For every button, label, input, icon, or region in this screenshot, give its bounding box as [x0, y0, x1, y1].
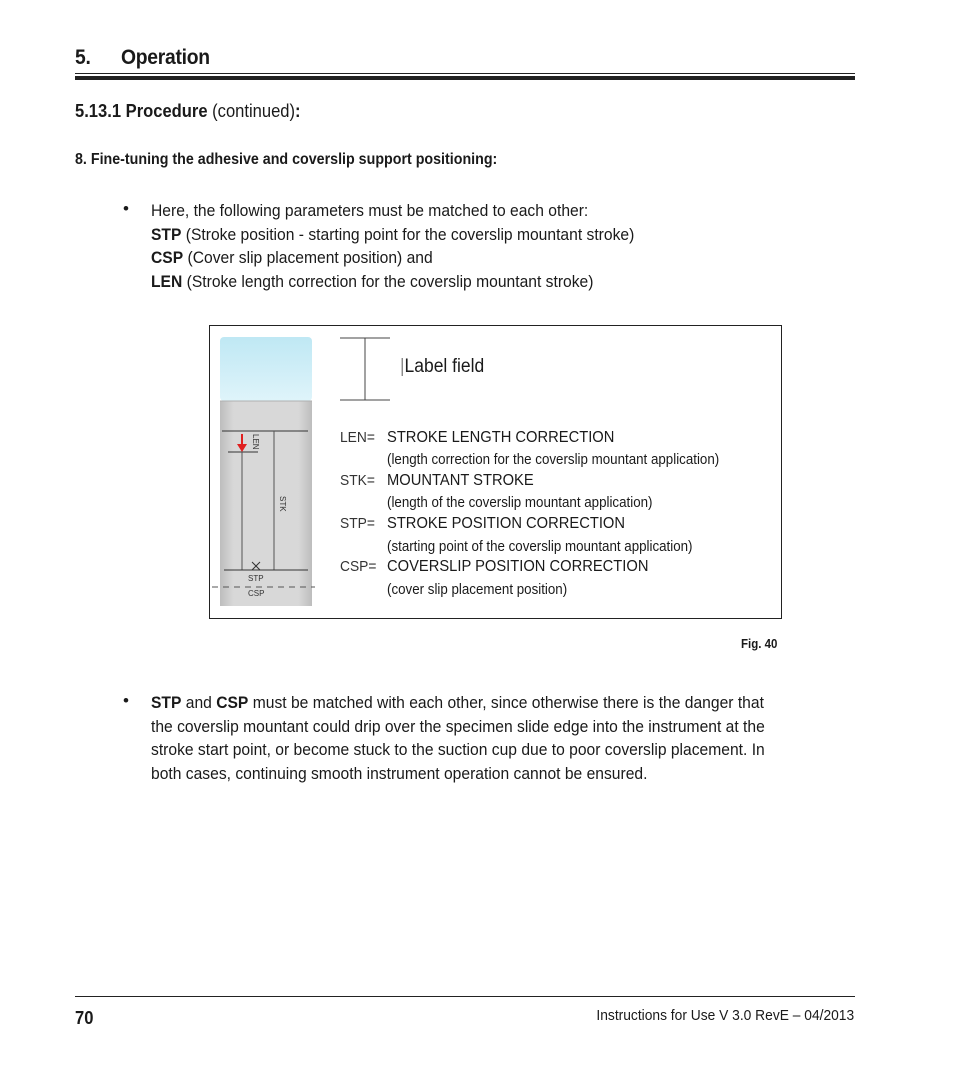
- legend-title-stp: STROKE POSITION CORRECTION: [387, 515, 625, 532]
- legend-sub-stk: (length of the coverslip mountant application): [387, 495, 653, 511]
- page-number: 70: [75, 1008, 94, 1028]
- step-heading: 8. Fine-tuning the adhesive and coverslip support positioning:: [75, 151, 498, 168]
- section-title: Operation: [121, 46, 210, 69]
- bullet-2-text: [151, 691, 857, 785]
- figure-legend: [210, 326, 781, 618]
- section-heading: [75, 46, 210, 70]
- bullet-2-line-1: STP and CSP must be matched with each other, since otherwise there is the danger that: [151, 693, 764, 712]
- header-rule-thin: [75, 73, 855, 74]
- legend-title-len: STROKE LENGTH CORRECTION: [387, 429, 615, 446]
- param-key: STP: [151, 224, 182, 244]
- slide-label-stk: STK: [278, 496, 287, 512]
- figure-caption: Fig. 40: [741, 637, 778, 651]
- subsection-continued: (continued): [207, 101, 296, 121]
- param-key: CSP: [151, 248, 184, 267]
- bullet-2-line-4: both cases, continuing smooth instrument operation cannot be ensured.: [151, 763, 648, 783]
- legend-title-csp: COVERSLIP POSITION CORRECTION: [387, 558, 649, 575]
- param-desc: (Stroke length correction for the coverslip mountant stroke): [182, 271, 594, 291]
- figure-40: [209, 325, 782, 619]
- legend-key-csp: CSP=: [340, 558, 377, 575]
- legend-sub-csp: (cover slip placement position): [387, 582, 568, 598]
- document-info: Instructions for Use V 3.0 RevE – 04/2013: [596, 1007, 854, 1024]
- bullet-1-text: [151, 199, 634, 293]
- param-key: LEN: [151, 271, 183, 291]
- bullet-dot: •: [123, 691, 129, 710]
- label-field-text: |Label field: [400, 356, 485, 377]
- slide-label-csp: CSP: [248, 589, 265, 598]
- param-stp: [151, 223, 634, 247]
- legend-key-stk: STK=: [340, 472, 375, 489]
- section-number: 5.: [75, 46, 91, 69]
- slide-label-len: LEN: [251, 434, 260, 450]
- legend-sub-stp: (starting point of the coverslip mountant application): [387, 539, 693, 555]
- header-rule-thick: [75, 76, 855, 80]
- subsection-title: 5.13.1 Procedure: [75, 101, 208, 121]
- param-csp: [151, 246, 634, 270]
- legend-key-len: LEN=: [340, 429, 375, 446]
- slide-label-stp: STP: [248, 574, 264, 583]
- legend-title-stk: MOUNTANT STROKE: [387, 472, 534, 489]
- bullet-1-intro: Here, the following parameters must be matched to each other:: [151, 201, 589, 220]
- term-csp: CSP: [216, 693, 249, 712]
- bullet-dot: •: [123, 199, 129, 218]
- param-desc: (Stroke position - starting point for the coverslip mountant stroke): [181, 224, 635, 244]
- param-desc: (Cover slip placement position) and: [183, 248, 433, 267]
- legend-key-stp: STP=: [340, 515, 375, 532]
- footer-rule: [75, 996, 855, 997]
- bullet-2-line-2: the coverslip mountant could drip over the specimen slide edge into the instrument at the: [151, 716, 765, 736]
- legend-sub-len: (length correction for the coverslip mountant application): [387, 452, 720, 468]
- param-len: [151, 270, 634, 294]
- subsection-colon: :: [295, 101, 301, 121]
- subsection-heading: [75, 101, 301, 122]
- term-stp: STP: [151, 693, 182, 712]
- bullet-2-line-3: stroke start point, or become stuck to the suction cup due to poor coverslip placement. In: [151, 740, 765, 759]
